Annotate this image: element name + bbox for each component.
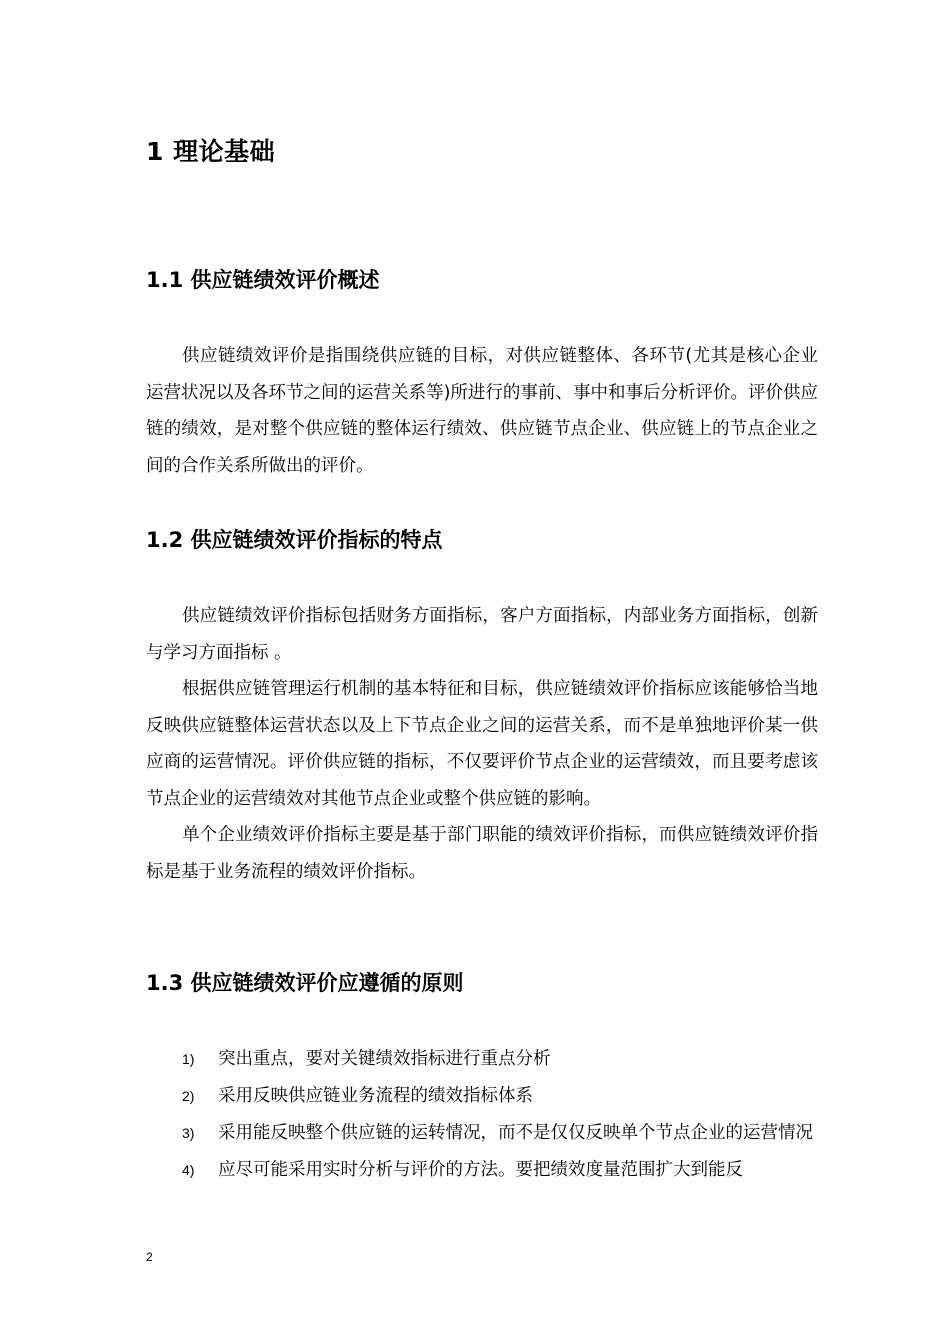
paragraph: 单个企业绩效评价指标主要是基于部门职能的绩效评价指标，而供应链绩效评价指标是基于业务流程的绩效评价指标。 bbox=[146, 825, 818, 882]
list-number: 2) bbox=[182, 1088, 195, 1104]
section-heading-1-1: 1.1 供应链绩效评价概述 bbox=[146, 268, 380, 292]
section-1-1-body bbox=[146, 338, 818, 484]
list-item bbox=[146, 1115, 818, 1152]
list-item bbox=[146, 1152, 818, 1189]
section-heading-1-2: 1.2 供应链绩效评价指标的特点 bbox=[146, 528, 443, 552]
paragraph: 供应链绩效评价指标包括财务方面指标，客户方面指标，内部业务方面指标，创新与学习方面指标 。 bbox=[146, 606, 818, 663]
list-text: 采用反映供应链业务流程的绩效指标体系 bbox=[218, 1086, 533, 1106]
section-1-2-body bbox=[146, 598, 818, 890]
chapter-title: 1 理论基础 bbox=[146, 137, 276, 166]
list-item bbox=[146, 1078, 818, 1115]
page-number: 2 bbox=[146, 1250, 153, 1264]
list-number: 4) bbox=[182, 1162, 195, 1178]
list-number: 1) bbox=[182, 1051, 195, 1067]
principles-list bbox=[146, 1041, 818, 1189]
list-text: 采用能反映整个供应链的运转情况，而不是仅仅反映单个节点企业的运营情况 bbox=[218, 1123, 813, 1143]
paragraph: 根据供应链管理运行机制的基本特征和目标，供应链绩效评价指标应该能够恰当地反映供应链整体运营状态以及上下节点企业之间的运营关系，而不是单独地评价某一供应商的运营情况。评价供应链的指标，不仅要评价节点企业的运营绩效，而且要考虑该节点企业的运营绩效对其他节点企业或整个供应链的影响。 bbox=[146, 679, 818, 809]
list-item bbox=[146, 1041, 818, 1078]
list-number: 3) bbox=[182, 1125, 195, 1141]
list-text: 突出重点，要对关键绩效指标进行重点分析 bbox=[218, 1049, 551, 1069]
paragraph: 供应链绩效评价是指围绕供应链的目标，对供应链整体、各环节(尤其是核心企业运营状况以及各环节之间的运营关系等)所进行的事前、事中和事后分析评价。评价供应链的绩效，是对整个供应链的整体运行绩效、供应链节点企业、供应链上的节点企业之间的合作关系所做出的评价。 bbox=[146, 346, 818, 476]
section-heading-1-3: 1.3 供应链绩效评价应遵循的原则 bbox=[146, 971, 464, 995]
list-text: 应尽可能采用实时分析与评价的方法。要把绩效度量范围扩大到能反 bbox=[218, 1160, 743, 1180]
